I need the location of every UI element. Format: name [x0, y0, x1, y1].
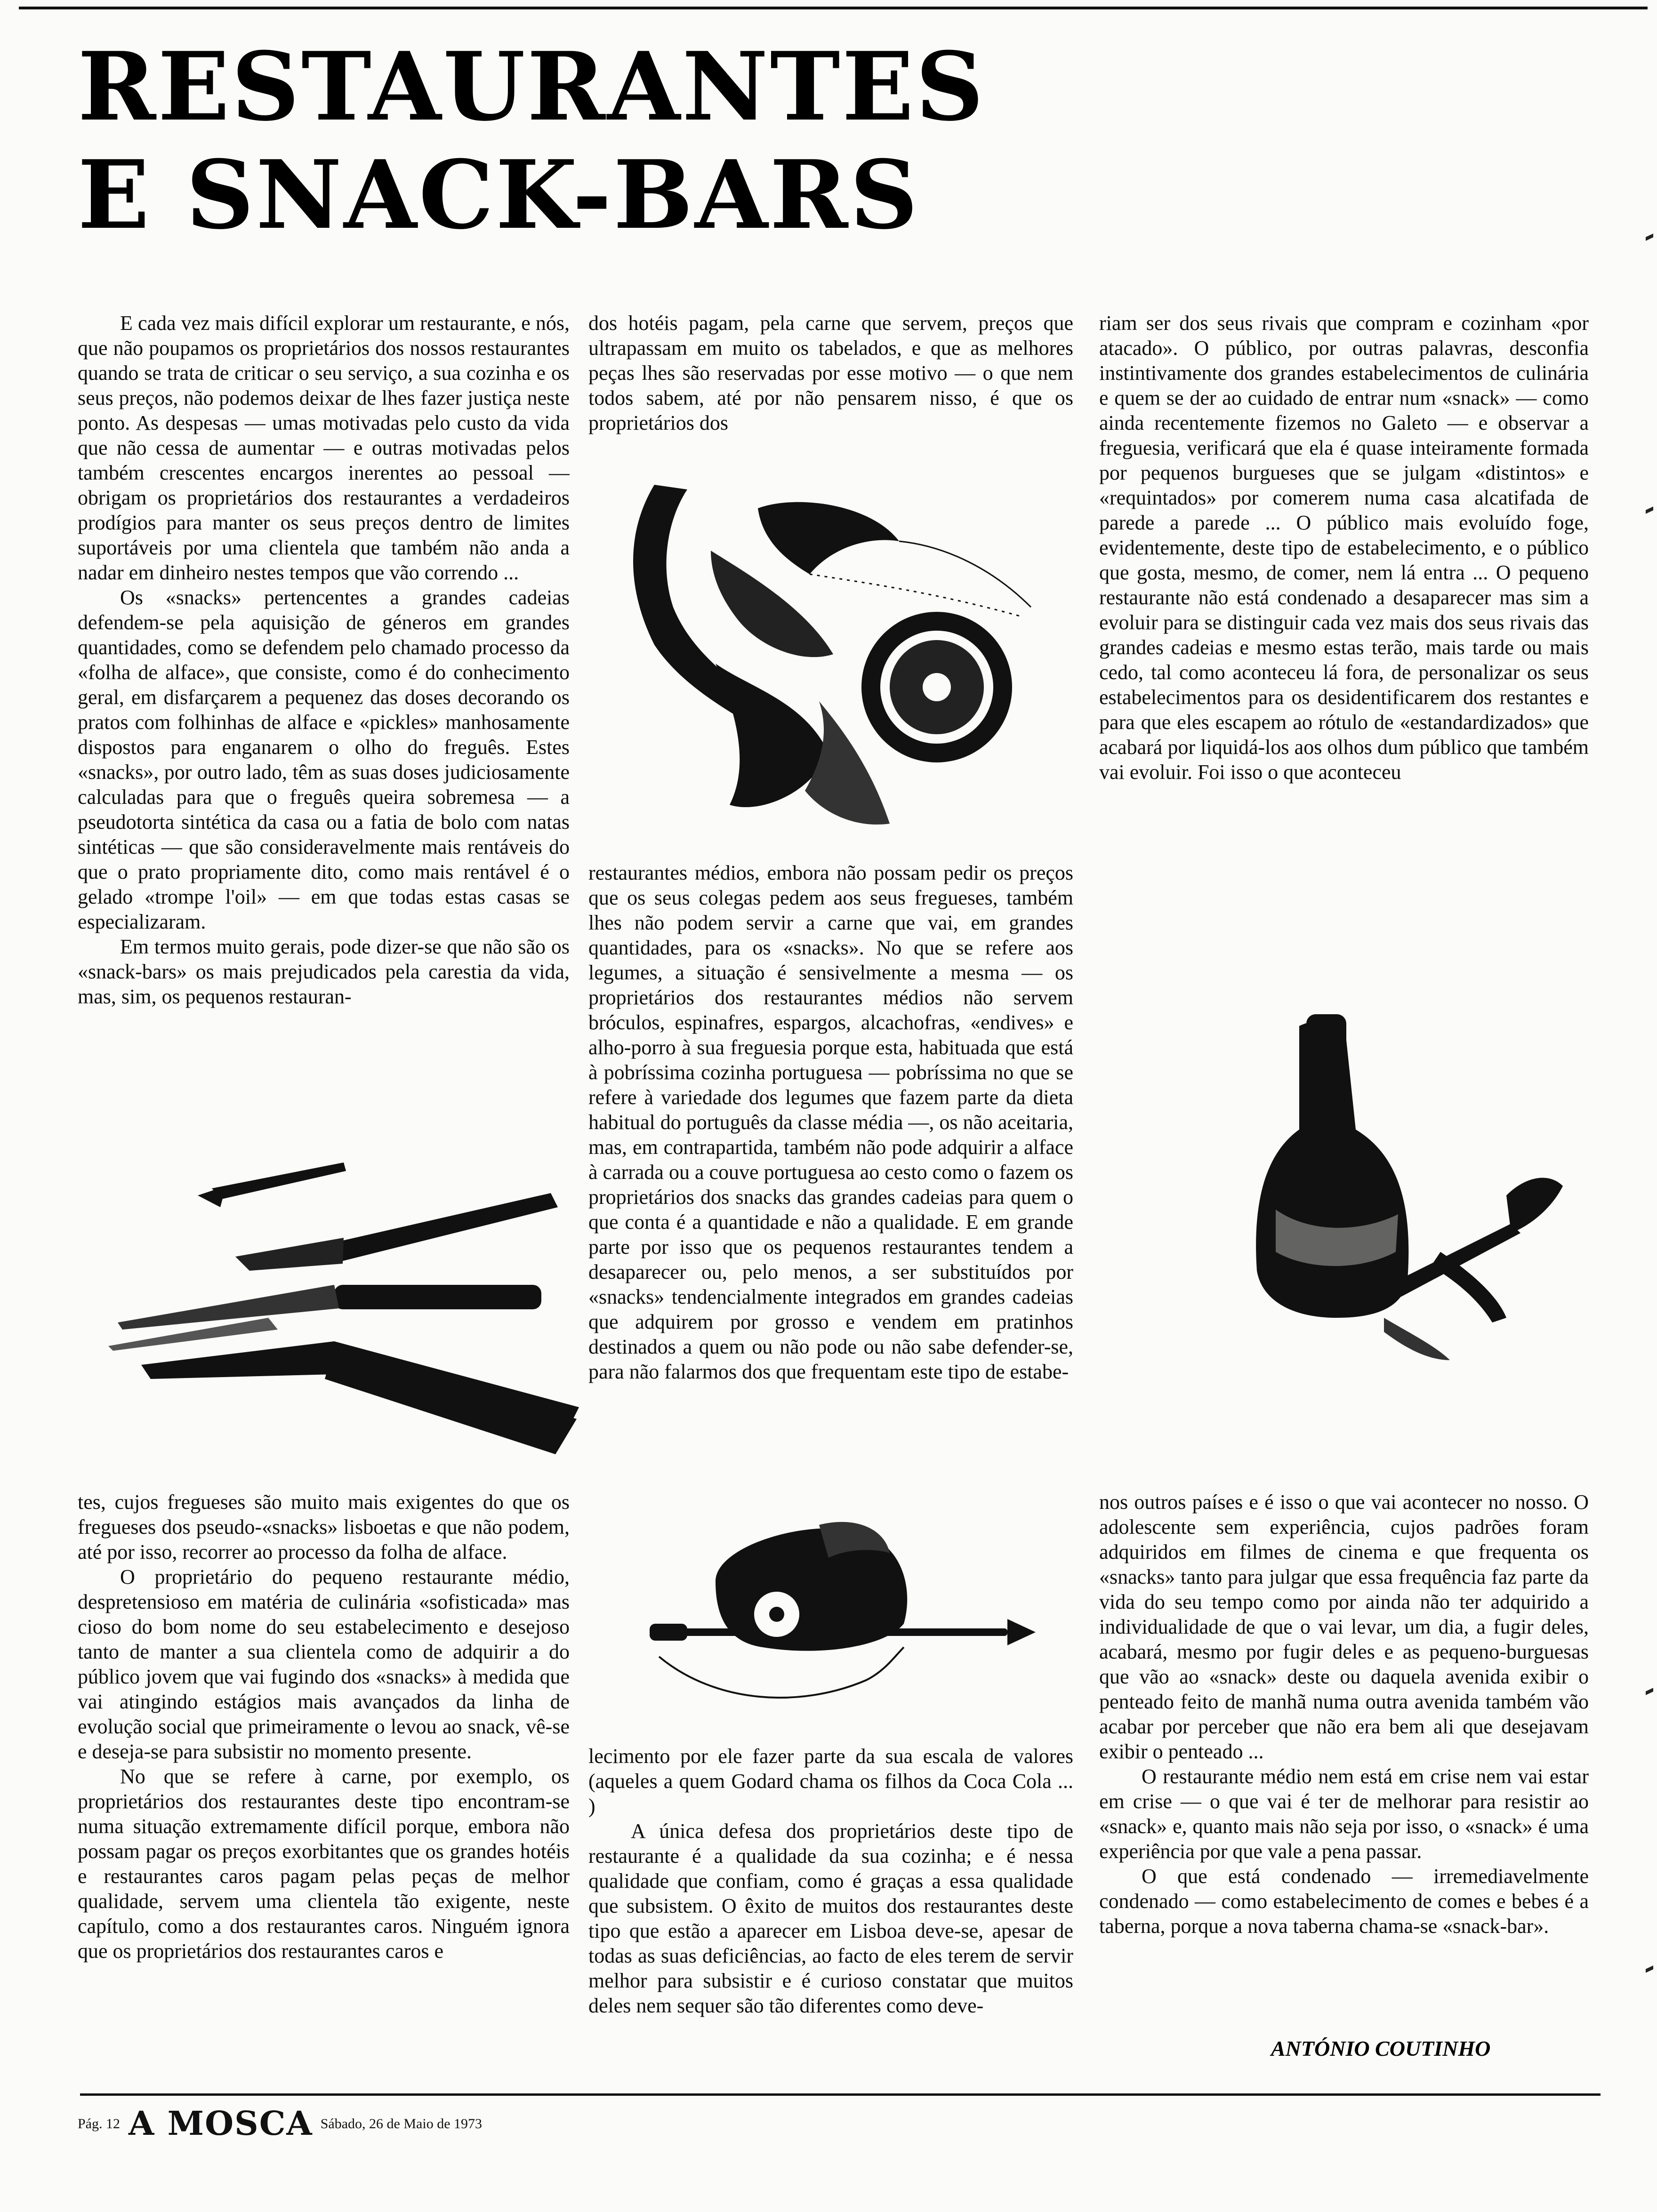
article-paragraph: A única defesa dos proprietários deste tipo de restaurante é a qualidade da sua cozinha; e é nessa qualidade que confiam, como é graças a essa qualidade que subsistem. O êxito de muitos dos restaurantes deste tipo que estão a aparecer em Lisboa deve-se, apesar de todas as suas deficiências, ao facto de eles terem de servir melhor para subsistir e é curioso constatar que muitos deles nem sequer são tão diferentes como deve- [588, 1819, 1073, 2017]
article-paragraph: O que está condenado — irremediavelmente condenado — como estabelecimento de comes e bebes é a taberna, porque a nova taberna chama-se «snack-bar». [1099, 1865, 1589, 1938]
article-paragraph: No que se refere à carne, por exemplo, os proprietários dos restaurantes deste tipo encontram-se numa situação extremamente difícil porque, embora não possam pagar os preços exorbitantes que os grandes hotéis e restaurantes caros pagam pelas peças de melhor qualidade, servem uma clientela tão exigente, neste capítulo, como a dos restaurantes caros. Ninguém ignora que os proprietários dos restaurantes caros e [78, 1765, 570, 1963]
column-3-top [1099, 311, 1589, 897]
author-signature: ANTÓNIO COUTINHO [1271, 2036, 1491, 2060]
headline-line-2: E SNACK-BARS [78, 140, 920, 250]
column-3-bottom [1099, 1490, 1589, 2036]
article-paragraph: restaurantes médios, embora não possam pedir os preços que os seus colegas pedem aos seus fregueses, também lhes não podem servir a carne que vai, em grandes quantidades, para os «snacks». No que se refere aos legumes, a situação é sensivelmente a mesma — os proprietários dos restaurantes médios não servem bróculos, espinafres, espargos, alcachofras, «endives» e alho-porro à sua freguesia porque esta, habituada que está à pobríssima cozinha portuguesa — pobríssima no que se refere à variedade dos legumes que fazem parte da dieta habitual do português da classe média —, os não aceitaria, mas, em contrapartida, também não pode adquirir a alface à carrada ou a couve portuguesa ao cesto como o fazem os proprietários dos snacks das grandes cadeias para quem o que conta é a quantidade e não a qualidade. E em grande parte por isso que os pequenos restaurantes tendem a desaparecer ou, pelo menos, a ser substituídos por «snacks» tendencialmente integrados em grandes cadeias que adquirem por grosso e vendem em pratinhos destinados a quem ou não pode ou não sabe defender-se, para não falarmos dos que frequentam este tipo de estabe- [588, 861, 1073, 1383]
article-paragraph: riam ser dos seus rivais que compram e cozinham «por atacado». O público, por outras palavras, desconfia instintivamente dos grandes estabelecimentos de culinária e quem se der ao cuidado de entrar num «snack» — como ainda recentemente fizemos no Galeto — e observar a freguesia, verificará que ela é quase inteiramente formada por pequenos burgueses que se julgam «distintos» e «requintados» por comerem numa casa alcatifada de parede a parede ... O público mais evoluído foge, evidentemente, deste tipo de estabelecimento, e o público que gosta, mesmo, de comer, nem lá entra ... O pequeno restaurante não está condenado a desaparecer mas sim a evoluir para se distinguir cada vez mais dos seus rivais das grandes cadeias e mesmo estas terão, mais tarde ou mais cedo, tal como aconteceu lá fora, de personalizar os seus estabelecimentos para os desidentificarem dos restantes e para que eles escapem ao rótulo de «estandardizados» que acabará por liquidá-los aos olhos dum público que também vai evoluir. Foi isso o que aconteceu [1099, 312, 1589, 784]
article-paragraph: dos hotéis pagam, pela carne que servem, preços que ultrapassam em muito os tabelados, e que as melhores peças lhes são reservadas por esse motivo — o que nem todos sabem, até por não pensarem nisso, é que os proprietários dos [588, 312, 1073, 434]
column-2-middle [588, 860, 1073, 1489]
issue-date: Sábado, 26 de Maio de 1973 [320, 2116, 483, 2132]
shrimp-and-lemon-illustration [607, 466, 1045, 857]
article-paragraph: Os «snacks» pertencentes a grandes cadeias defendem-se pela aquisição de géneros em grandes quantidades, como se defendem pelo chamado processo da «folha de alface», que consiste, como é do conhecimento geral, em disfarçarem a pequenez das doses decorando os pratos com folhinhas de alface e «pickles» manhosamente dispostos para enganarem o olho do freguês. Estes «snacks», por outro lado, têm as suas doses judiciosamente calculadas para que o freguês queira sobremesa — a pseudotorta sintética da casa ou a fatia de bolo com natas sintéticas — que são consideravelmente mais rentáveis do que o prato propriamente dito, como mais rentável é o gelado «trompe l'oil» — em que todas estas casas se especializaram. [78, 586, 570, 933]
article-paragraph: Em termos muito gerais, pode dizer-se que não são os «snack-bars» os mais prejudicados pela carestia da vida, mas, sim, os pequenos restauran- [78, 935, 570, 1008]
article-paragraph: lecimento por ele fazer parte da sua escala de valores (aqueles a quem Godard chama os filhos da Coca Cola ... ) [588, 1745, 1073, 1818]
footer-rule [80, 2093, 1601, 2096]
column-1-bottom [78, 1490, 570, 2036]
headline [78, 33, 985, 249]
margin-mark [1646, 506, 1653, 513]
headline-line-1: RESTAURANTES [78, 32, 986, 142]
roast-on-skewer-illustration [621, 1506, 1036, 1741]
column-2-bottom [588, 1744, 1073, 2073]
masthead: A MOSCA [129, 2104, 313, 2143]
wine-bottle-and-corkscrew-illustration [1205, 988, 1591, 1365]
article-paragraph: nos outros países e é isso o que vai acontecer no nosso. O adolescente sem experiência, cujos padrões foram adquiridos em filmes de cinema e que frequenta os «snacks» tanto para julgar que essa frequência faz parte da vida do seu tempo como por ainda não ter adquirido a individualidade de que o vai levar, um dia, a fugir deles, acabará, mesmo por fugir deles e as pequeno-burguesas que vão ao «snack» deste ou daquela avenida exibir o penteado feito de manhã numa outra avenida também vão acabar por perceber que não era bem ali que desejavam exibir o penteado ... [1099, 1491, 1589, 1763]
article-paragraph: tes, cujos fregueses são muito mais exigentes do que os fregueses dos pseudo-«snacks» lisboetas e que não podem, até por isso, recorrer ao processo da folha de alface. [78, 1491, 570, 1563]
column-1-top [78, 311, 570, 1134]
article-paragraph: O proprietário do pequeno restaurante médio, despretensioso em matéria de culinária «sofisticada» mas cioso do bom nome do seu estabelecimento e desejoso tanto de manter a sua clientela como de adquirir a do público jovem que vai fugindo dos «snacks» à medida que vai atingindo estágios mais avançados da linha de evolução social que primeiramente o levou ao snack, vê-se e deseja-se para subsistir no momento presente. [78, 1565, 570, 1763]
page-number: Pág. 12 [78, 2116, 120, 2132]
kitchen-knives-illustration [71, 1144, 579, 1483]
top-border-rule [19, 7, 1648, 9]
article-paragraph: E cada vez mais difícil explorar um restaurante, e nós, que não poupamos os proprietários dos nossos restaurantes quando se trata de criticar o seu serviço, a sua cozinha e os seus preços, não podemos deixar de lhes fazer justiça neste ponto. As despesas — umas motivadas pelo custo da vida que não cessa de aumentar — e outras motivadas pelos também crescentes encargos inerentes ao pessoal — obrigam os proprietários dos restaurantes a verdadeiros prodígios para manter os seus preços dentro de limites suportáveis por uma clientela que também não anda a nadar em dinheiro nestes tempos que vão correndo ... [78, 312, 570, 584]
footer [78, 2104, 482, 2143]
article-paragraph: O restaurante médio nem está em crise nem vai estar em crise — o que vai é ter de melhorar para resistir ao «snack» e, quanto mais não seja por isso, o «snack» é uma experiência por que vale a pena passar. [1099, 1765, 1589, 1863]
column-2-top [588, 311, 1073, 466]
margin-mark [1646, 233, 1653, 240]
margin-mark [1646, 1965, 1653, 1972]
margin-mark [1646, 1688, 1653, 1695]
